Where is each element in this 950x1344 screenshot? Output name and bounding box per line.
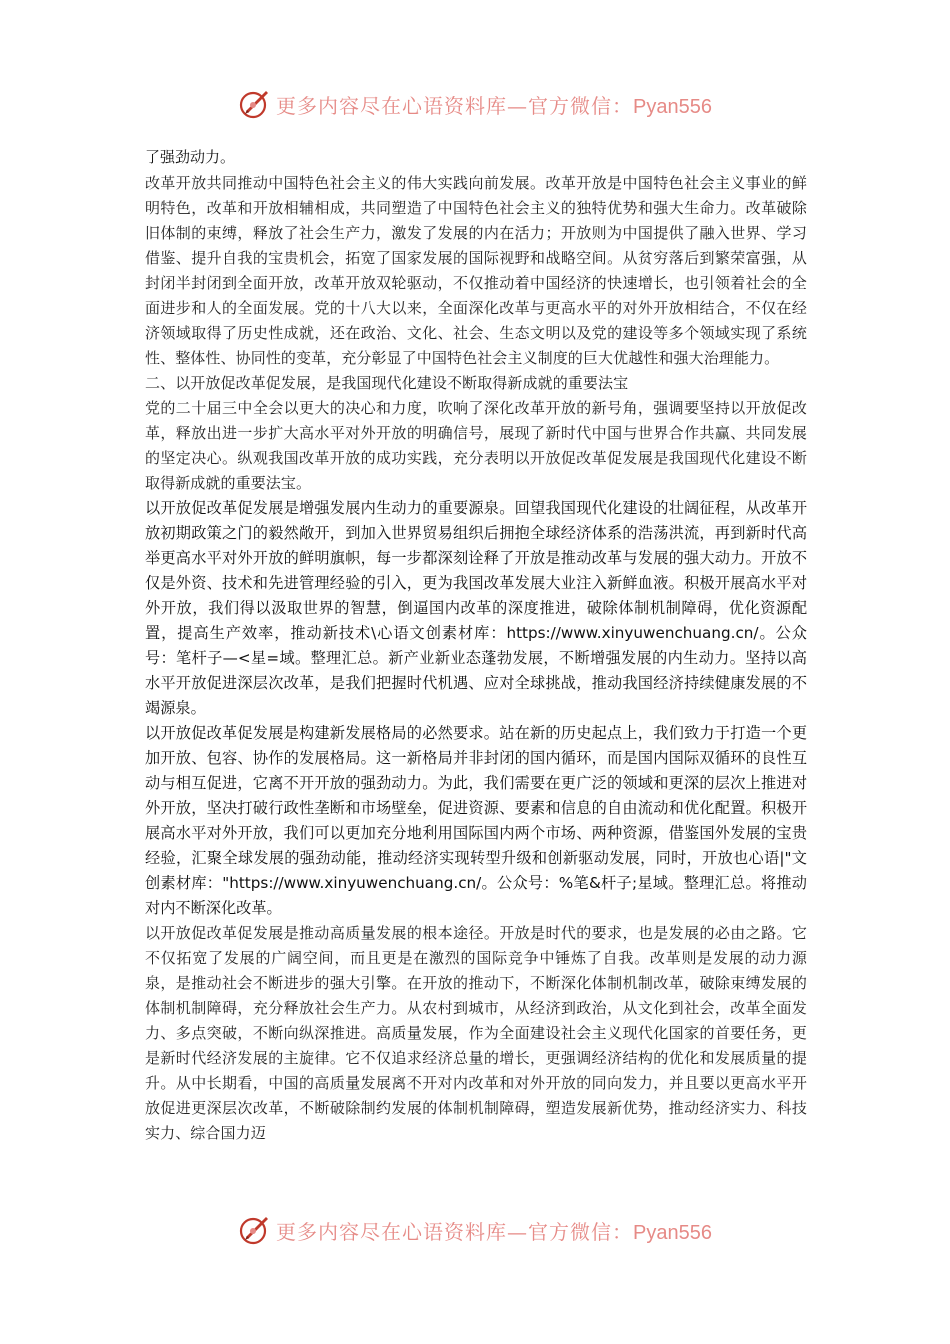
paragraph-high-quality: 以开放促改革促发展是推动高质量发展的根本途径。开放是时代的要求，也是发展的必由之路。它不仅拓宽了发展的广阔空间，而且更是在激烈的国际竞争中锤炼了自我。改革则是发展的动力源泉，是推动社会不断进步的强大引擎。在开放的推动下，不断深化体制机制改革，破除束缚发展的体制机制障碍，充分释放社会生产力。从农村到城市，从经济到政治，从文化到社会，改革全面发力、多点突破，不断向纵深推进。高质量发展，作为全面建设社会主义现代化国家的首要任务，更是新时代经济发展的主旋律。它不仅追求经济总量的增长，更强调经济结构的优化和发展质量的提升。从中长期看，中国的高质量发展离不开对内改革和对外开放的同向发力，并且要以更高水平开放促进更深层次改革，不断破除制约发展的体制机制障碍，塑造发展新优势，推动经济实力、科技实力、综合国力迈 xyxy=(145,924,807,1142)
paragraph-new-pattern: 以开放促改革促发展是构建新发展格局的必然要求。站在新的历史起点上，我们致力于打造一个更加开放、包容、协作的发展格局。这一新格局并非封闭的国内循环，而是国内国际双循环的良性互动与相互促进，它离不开开放的强劲动力。为此，我们需要在更广泛的领域和更深的层次上推进对外开放，坚决打破行政性垄断和市场壁垒，促进资源、要素和信息的自由流动和优化配置。积极开展高水平对外开放，我们可以更加充分地利用国际国内两个市场、两种资源，借鉴国外发展的宝贵经验，汇聚全球发展的强劲动能，推动经济实现转型升级和创新驱动发展，同时，开放也心语|"文创素材库："https://www.xinyuwenchuang.cn/。公众号：%笔&杆子;星域。整理汇总。将推动对内不断深化改革。 xyxy=(145,724,807,917)
watermark-text: 更多内容尽在心语资料库—官方微信：Pyan556 xyxy=(276,93,712,118)
header-watermark-banner xyxy=(0,82,950,126)
footer-watermark-banner xyxy=(0,1208,950,1252)
document-body xyxy=(145,146,807,1146)
paragraph-continuation: 了强劲动力。 xyxy=(145,148,236,166)
pen-logo-icon xyxy=(238,1213,272,1247)
paragraph-reform-opening: 改革开放共同推动中国特色社会主义的伟大实践向前发展。改革开放是中国特色社会主义事业的鲜明特色，改革和开放相辅相成，共同塑造了中国特色社会主义的独特优势和强大生命力。改革破除旧体制的束缚，释放了社会生产力，激发了发展的内在活力；开放则为中国提供了融入世界、学习借鉴、提升自我的宝贵机会，拓宽了国家发展的国际视野和战略空间。从贫穷落后到繁荣富强，从封闭半封闭到全面开放，改革开放双轮驱动，不仅推动着中国经济的快速增长，也引领着社会的全面进步和人的全面发展。党的十八大以来，全面深化改革与更高水平的对外开放相结合，不仅在经济领域取得了历史性成就，还在政治、文化、社会、生态文明以及党的建设等多个领域实现了系统性、整体性、协同性的变革，充分彰显了中国特色社会主义制度的巨大优越性和强大治理能力。 xyxy=(145,174,807,367)
watermark-text: 更多内容尽在心语资料库—官方微信：Pyan556 xyxy=(276,1219,712,1244)
paragraph-third-plenum: 党的二十届三中全会以更大的决心和力度，吹响了深化改革开放的新号角，强调要坚持以开放促改革，释放出进一步扩大高水平对外开放的明确信号，展现了新时代中国与世界合作共赢、共同发展的坚定决心。纵观我国改革开放的成功实践，充分表明以开放促改革促发展是我国现代化建设不断取得新成就的重要法宝。 xyxy=(145,399,807,492)
section-heading-2: 二、以开放促改革促发展，是我国现代化建设不断取得新成就的重要法宝 xyxy=(145,374,629,392)
paragraph-internal-momentum: 以开放促改革促发展是增强发展内生动力的重要源泉。回望我国现代化建设的壮阔征程，从改革开放初期政策之门的毅然敞开，到加入世界贸易组织后拥抱全球经济体系的浩荡洪流，再到新时代高举更高水平对外开放的鲜明旗帜，每一步都深刻诠释了开放是推动改革与发展的强大动力。开放不仅是外资、技术和先进管理经验的引入，更为我国改革发展大业注入新鲜血液。积极开展高水平对外开放，我们得以汲取世界的智慧，倒逼国内改革的深度推进，破除体制机制障碍，优化资源配置，提高生产效率，推动新技术\心语文创素材库：https://www.xinyuwenchuang.cn/。公众号：笔杆子—<星=域。整理汇总。新产业新业态蓬勃发展，不断增强发展的内生动力。坚持以高水平开放促进深层次改革，是我们把握时代机遇、应对全球挑战，推动我国经济持续健康发展的不竭源泉。 xyxy=(145,499,807,717)
pen-logo-icon xyxy=(238,87,272,121)
